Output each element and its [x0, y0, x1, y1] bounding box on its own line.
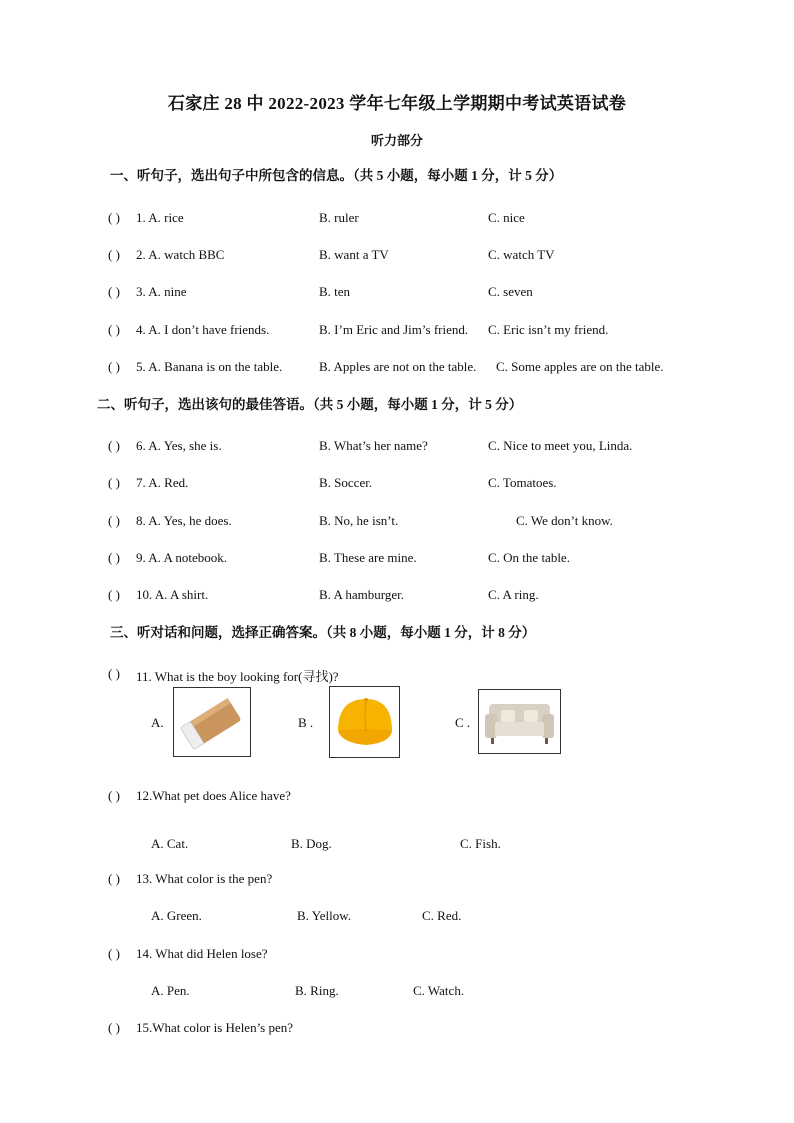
option-b: B. want a TV	[319, 247, 389, 262]
option-c: C. Fish.	[460, 836, 501, 851]
option-c: C. Tomatoes.	[488, 475, 557, 490]
answer-blank[interactable]: ( )	[108, 359, 120, 374]
answer-blank[interactable]: ( )	[108, 513, 120, 528]
option-b: B. A hamburger.	[319, 587, 404, 602]
option-c: C. seven	[488, 284, 533, 299]
eraser-image[interactable]	[173, 687, 251, 757]
option-b: B. I’m Eric and Jim’s friend.	[319, 322, 469, 337]
option-c: C. Nice to meet you, Linda.	[488, 438, 633, 453]
option-c: C. Some apples are on the table.	[496, 359, 664, 374]
sofa-icon	[479, 690, 560, 753]
option-b-label: B .	[298, 715, 314, 730]
question-stem: 2. A. watch BBC	[136, 247, 225, 262]
question-stem: 13. What color is the pen?	[136, 871, 273, 886]
question-stem: 9. A. A notebook.	[136, 550, 228, 565]
answer-blank[interactable]: ( )	[108, 587, 120, 602]
question-stem: 15.What color is Helen’s pen?	[136, 1020, 294, 1035]
page-title: 石家庄 28 中 2022-2023 学年七年级上学期期中考试英语试卷	[167, 94, 627, 113]
option-c: C. A ring.	[488, 587, 539, 602]
question-stem: 10. A. A shirt.	[136, 587, 209, 602]
question-stem: 14. What did Helen lose?	[136, 946, 268, 961]
option-c: C. We don’t know.	[516, 513, 613, 528]
question-stem: 8. A. Yes, he does.	[136, 513, 232, 528]
option-c-label: C .	[455, 715, 471, 730]
option-b: B. These are mine.	[319, 550, 417, 565]
option-c: C. Watch.	[413, 983, 465, 998]
page-subtitle: 听力部分	[370, 133, 423, 148]
option-c: C. Red.	[422, 908, 462, 923]
answer-blank[interactable]: ( )	[108, 438, 120, 453]
option-c: C. watch TV	[488, 247, 555, 262]
option-b: B. ruler	[319, 210, 359, 225]
answer-blank[interactable]: ( )	[108, 666, 120, 681]
eraser-icon	[174, 688, 250, 756]
option-b: B. Soccer.	[319, 475, 373, 490]
option-b: B. Yellow.	[297, 908, 352, 923]
question-stem: 4. A. I don’t have friends.	[136, 322, 270, 337]
cap-icon	[330, 687, 399, 757]
question-stem: 6. A. Yes, she is.	[136, 438, 222, 453]
answer-blank[interactable]: ( )	[108, 284, 120, 299]
section1-heading: 一、听句子，选出句子中所包含的信息。（共 5 小题，每小题 1 分，计 5 分）	[110, 168, 563, 183]
option-a: A. Pen.	[151, 983, 190, 998]
option-b: B. ten	[319, 284, 351, 299]
question-stem: 3. A. nine	[136, 284, 187, 299]
answer-blank[interactable]: ( )	[108, 1020, 120, 1035]
option-a: A. Cat.	[151, 836, 189, 851]
answer-blank[interactable]: ( )	[108, 475, 120, 490]
option-b: B. What’s her name?	[319, 438, 428, 453]
option-a-label: A.	[151, 715, 164, 730]
answer-blank[interactable]: ( )	[108, 322, 120, 337]
sofa-image[interactable]	[478, 689, 561, 754]
answer-blank[interactable]: ( )	[108, 946, 120, 961]
question-stem: 1. A. rice	[136, 210, 184, 225]
option-b: B. Ring.	[295, 983, 339, 998]
answer-blank[interactable]: ( )	[108, 871, 120, 886]
option-a: A. Green.	[151, 908, 202, 923]
cap-image[interactable]	[329, 686, 400, 758]
option-c: C. Eric isn’t my friend.	[488, 322, 609, 337]
question-stem: 5. A. Banana is on the table.	[136, 359, 283, 374]
option-c: C. nice	[488, 210, 525, 225]
answer-blank[interactable]: ( )	[108, 788, 120, 803]
question-stem: 11. What is the boy looking for(寻找)?	[136, 669, 339, 684]
section2-heading: 二、听句子，选出该句的最佳答语。（共 5 小题，每小题 1 分，计 5 分）	[97, 397, 523, 412]
answer-blank[interactable]: ( )	[108, 247, 120, 262]
option-b: B. No, he isn’t.	[319, 513, 399, 528]
answer-blank[interactable]: ( )	[108, 550, 120, 565]
section3-heading: 三、听对话和问题，选择正确答案。（共 8 小题，每小题 1 分，计 8 分）	[110, 625, 536, 640]
option-c: C. On the table.	[488, 550, 570, 565]
question-stem: 7. A. Red.	[136, 475, 189, 490]
option-b: B. Dog.	[291, 836, 332, 851]
option-b: B. Apples are not on the table.	[319, 359, 477, 374]
question-stem: 12.What pet does Alice have?	[136, 788, 291, 803]
answer-blank[interactable]: ( )	[108, 210, 120, 225]
